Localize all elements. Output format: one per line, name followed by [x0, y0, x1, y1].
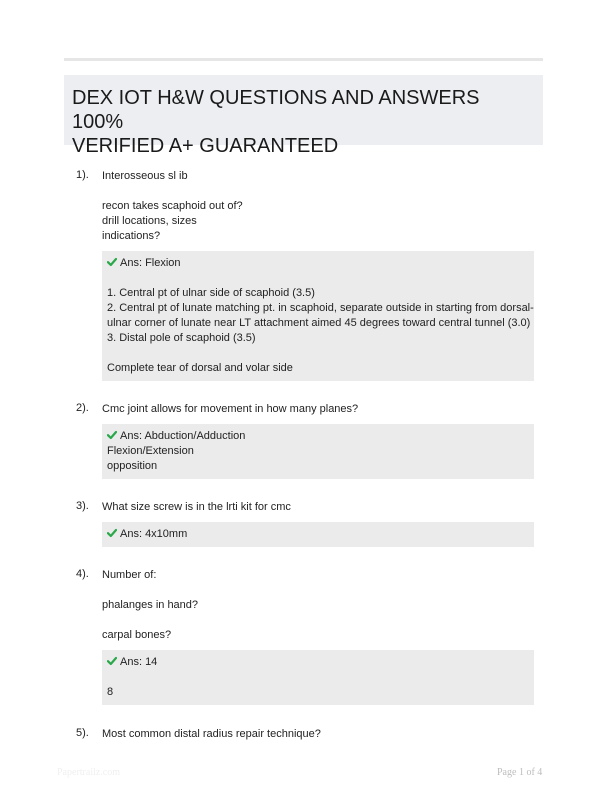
answer-line [107, 527, 528, 542]
question-body [102, 727, 535, 742]
question-text: Number of: [102, 569, 157, 581]
question-text: recon takes scaphoid out of? [102, 200, 243, 212]
answer-text: Ans: 14 [120, 656, 158, 668]
answer-box [102, 424, 534, 479]
answer-line: 8 [107, 686, 114, 698]
answer-line [107, 429, 528, 444]
answer-line [107, 655, 528, 670]
answer-box [102, 650, 534, 705]
answer-line: Complete tear of dorsal and volar side [107, 362, 293, 374]
question-body [102, 568, 535, 705]
question-text: Interosseous sl ib [102, 170, 188, 182]
question-number: 5). [76, 727, 89, 739]
check-icon [107, 528, 117, 538]
spacer [102, 184, 535, 199]
question-text: phalanges in hand? [102, 599, 199, 611]
question-text: carpal bones? [102, 629, 172, 641]
answer-text: Ans: Abduction/Adduction [120, 430, 246, 442]
question-number: 2). [76, 402, 89, 414]
answer-line: 2. Central pt of lunate matching pt. in scaphoid, separate outside in starting from dorsal- [107, 302, 534, 314]
answer-text: Ans: Flexion [120, 257, 181, 269]
question-body [102, 500, 535, 547]
answer-box [102, 522, 534, 547]
question-text: drill locations, sizes [102, 215, 197, 227]
question-body [102, 169, 535, 381]
question-text: indications? [102, 230, 161, 242]
question-number: 3). [76, 500, 89, 512]
check-icon [107, 430, 117, 440]
answer-line: Flexion/Extension [107, 445, 194, 457]
check-icon [107, 656, 117, 666]
question-number: 1). [76, 169, 89, 181]
question-text: What size screw is in the lrti kit for cmc [102, 501, 291, 513]
answer-line: 3. Distal pole of scaphoid (3.5) [107, 332, 256, 344]
title-line: DEX IOT H&W QUESTIONS AND ANSWERS 100% [72, 87, 480, 133]
question-text: Most common distal radius repair technique? [102, 728, 321, 740]
spacer [102, 613, 535, 628]
title-line: VERIFIED A+ GUARANTEED [72, 135, 339, 157]
answer-line: ulnar corner of lunate near LT attachment aimed 45 degrees toward central tunnel (3.0) [107, 317, 531, 329]
answer-text: Ans: 4x10mm [120, 528, 188, 540]
spacer [107, 670, 528, 685]
answer-line [107, 256, 528, 271]
watermark-link[interactable]: Papertrailz.com [57, 767, 121, 778]
answer-line: opposition [107, 460, 158, 472]
question-number: 4). [76, 568, 89, 580]
question-text: Cmc joint allows for movement in how many planes? [102, 403, 359, 415]
spacer [107, 346, 528, 361]
title-banner [64, 75, 543, 157]
spacer [107, 271, 528, 286]
spacer [102, 583, 535, 598]
top-divider [64, 58, 543, 61]
page-number: Page 1 of 4 [497, 767, 543, 778]
question-body [102, 402, 535, 479]
check-icon [107, 257, 117, 267]
page-title [72, 86, 535, 158]
answer-box [102, 251, 534, 381]
answer-line: 1. Central pt of ulnar side of scaphoid (3.5) [107, 287, 315, 299]
